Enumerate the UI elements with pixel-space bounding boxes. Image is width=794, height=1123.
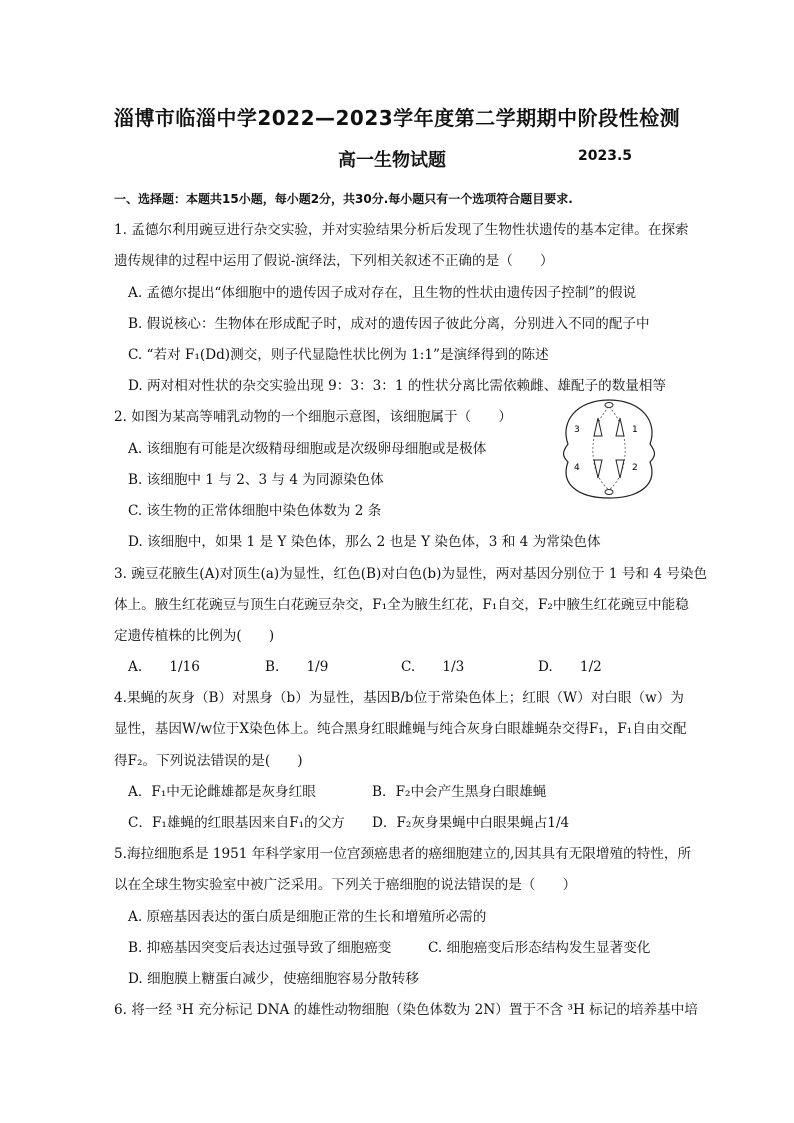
q1-stem-2: 遗传规律的过程中运用了假说-演绎法，下列相关叙述不正确的是（ ） bbox=[114, 253, 554, 269]
q2-option-c: C. 该生物的正常体细胞中染色体数为 2 条 bbox=[128, 503, 382, 519]
q4-option-c: C．F₁雄蝇的红眼基因来自F₁的父方 bbox=[128, 815, 345, 831]
q5-option-d: D. 细胞膜上糖蛋白减少，使癌细胞容易分散转移 bbox=[128, 971, 419, 987]
q1-stem-1: 1. 孟德尔利用豌豆进行杂交实验，并对实验结果分析后发现了生物性状遗传的基本定律。在探索 bbox=[114, 222, 689, 238]
q4-stem-2: 显性，基因W/w位于X染色体上。纯合黑身红眼雌蝇与纯合灰身白眼雄蝇杂交得F₁，F₁自由交配 bbox=[114, 721, 687, 737]
q3-stem-3: 定遗传植株的比例为( ) bbox=[114, 628, 275, 644]
q4-option-a: A．F₁中无论雌雄都是灰身红眼 bbox=[128, 784, 316, 800]
q5-option-c: C. 细胞癌变后形态结构发生显著变化 bbox=[428, 940, 651, 956]
q3-stem-2: 体上。腋生红花豌豆与顶生白花豌豆杂交，F₁全为腋生红花，F₁自交，F₂中腋生红花豌豆中能稳 bbox=[114, 597, 689, 613]
q1-option-a: A. 孟德尔提出“体细胞中的遗传因子成对存在，且生物的性状由遗传因子控制”的假说 bbox=[128, 285, 637, 301]
q1-option-c: C. “若对 F₁(Dd)测交，则子代显隐性状比例为 1:1”是演绎得到的陈述 bbox=[128, 347, 549, 363]
q3-option-c: C. 1/3 bbox=[401, 659, 465, 675]
q2-option-a: A. 该细胞有可能是次级精母细胞或是次级卵母细胞或是极体 bbox=[128, 441, 487, 457]
label-2: 2 bbox=[632, 463, 638, 473]
label-1: 1 bbox=[632, 425, 638, 435]
q4-options-row-1 bbox=[128, 780, 728, 800]
exam-date: 2023.5 bbox=[578, 148, 633, 164]
q3-option-d: D. 1/2 bbox=[538, 659, 602, 675]
q5-option-b: B. 抑癌基因突变后表达过强导致了细胞癌变 bbox=[128, 940, 392, 956]
q2-stem: 2. 如图为某高等哺乳动物的一个细胞示意图，该细胞属于（ ） bbox=[114, 409, 512, 425]
cell-membrane bbox=[564, 400, 655, 498]
q4-option-b: B．F₂中会产生黑身白眼雄蝇 bbox=[372, 784, 547, 800]
chromosome-3 bbox=[594, 418, 602, 436]
chromosome-2 bbox=[616, 460, 624, 478]
q1-option-d: D. 两对相对性状的杂交实验出现 9：3：3：1 的性状分离比需依赖雌、雄配子的数量相等 bbox=[128, 378, 667, 394]
centrosome-top bbox=[605, 403, 613, 408]
q5-options-row bbox=[128, 936, 728, 956]
exam-subject: 高一生物试题 bbox=[338, 150, 446, 171]
chromosome-4 bbox=[594, 460, 602, 478]
section-heading: 一、选择题：本题共15小题，每小题2分，共30分.每小题只有一个选项符合题目要求. bbox=[114, 192, 573, 206]
q4-stem-3: 得F₂。下列说法错误的是( ) bbox=[114, 753, 303, 769]
q3-option-a: A. 1/16 bbox=[128, 659, 200, 675]
q4-options-row-2 bbox=[128, 811, 728, 831]
q5-option-a: A. 原癌基因表达的蛋白质是细胞正常的生长和增殖所必需的 bbox=[128, 909, 487, 925]
label-4: 4 bbox=[574, 463, 580, 473]
q3-stem-1: 3. 豌豆花腋生(A)对顶生(a)为显性，红色(B)对白色(b)为显性，两对基因分别位于 1 号和 4 号染色 bbox=[114, 566, 708, 582]
label-3: 3 bbox=[574, 425, 580, 435]
q3-options bbox=[128, 655, 728, 675]
cell-diagram bbox=[554, 396, 664, 502]
q1-option-b: B. 假说核心：生物体在形成配子时，成对的遗传因子彼此分离，分别进入不同的配子中 bbox=[128, 316, 650, 332]
exam-title: 淄博市临淄中学2022—2023学年度第二学期期中阶段性检测 bbox=[113, 106, 681, 130]
q2-option-b: B. 该细胞中 1 与 2、3 与 4 为同源染色体 bbox=[128, 472, 384, 488]
q4-stem-1: 4.果蝇的灰身（B）对黑身（b）为显性，基因B/b位于常染色体上；红眼（W）对白眼（w）为 bbox=[114, 690, 684, 706]
centrosome-bottom bbox=[605, 490, 613, 495]
q3-option-b: B. 1/9 bbox=[265, 659, 329, 675]
q2-option-d: D. 该细胞中，如果 1 是 Y 染色体，那么 2 也是 Y 染色体，3 和 4 为常染色体 bbox=[128, 534, 601, 550]
q5-stem-2: 以在全球生物实验室中被广泛采用。下列关于癌细胞的说法错误的是（ ） bbox=[114, 877, 577, 893]
q4-option-d: D．F₂灰身果蝇中白眼果蝇占1/4 bbox=[372, 815, 570, 831]
spindle-fiber-right bbox=[609, 407, 625, 490]
q6-stem-1: 6. 将一经 ³H 充分标记 DNA 的雄性动物细胞（染色体数为 2N）置于不含 ³H 标记的培养基中培 bbox=[114, 1002, 698, 1018]
q5-stem-1: 5.海拉细胞系是 1951 年科学家用一位宫颈癌患者的癌细胞建立的,因其具有无限增殖的特性，所 bbox=[114, 846, 692, 862]
chromosome-1 bbox=[616, 418, 624, 436]
spindle-fiber-left bbox=[593, 407, 609, 490]
